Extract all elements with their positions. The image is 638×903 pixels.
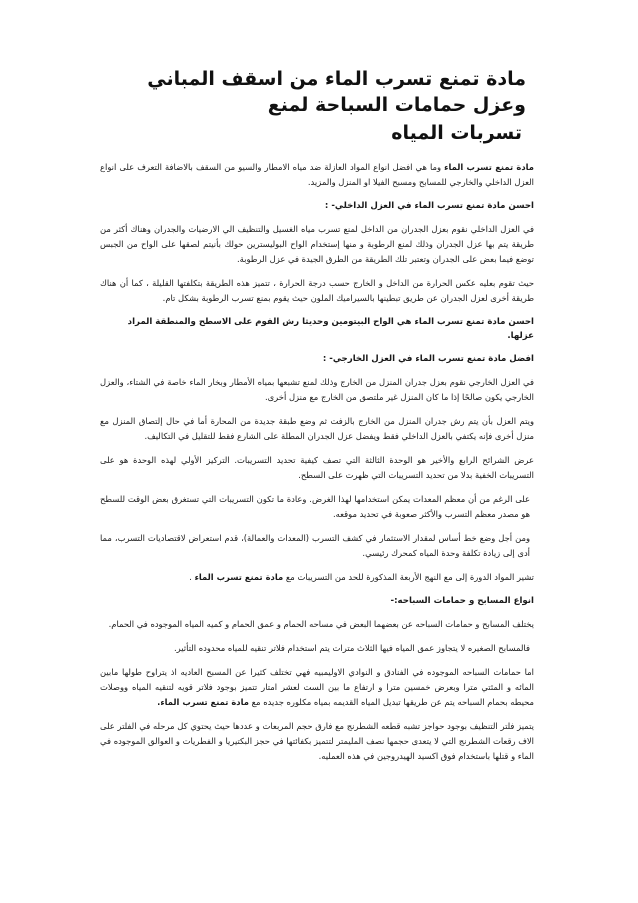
paragraph-baseline: ومن أجل وضع خط أساس لمقدار الاستثمار في كشف التسرب (المعدات والعمالة)، قدم استعراض لاقتصاديات التسرب، مما أدى إلى زيادة تكلفة وحدة المياه كمحرك رئيسي. xyxy=(100,533,530,558)
approaches-text: تشير المواد الدورة إلى مع النهج الأربعة المذكورة للحد من التسريبات مع xyxy=(283,572,534,582)
heading-external-insulation: افضل مادة تمنع تسرب الماء في العزل الخارجي- : xyxy=(322,354,534,364)
olympic-bold-phrase: مادة تمنع تسرب الماء. xyxy=(157,697,249,707)
paragraph-equipment: على الرغم من أن معظم المعدات يمكن استخدامها لهذا الغرض. وعادة ما تكون التسريبات التي تستغرق بعض الوقت للسطح هو مصدر معظم التسرب والأكثر صعوبة في تحديد موقعه. xyxy=(100,494,530,519)
approaches-end: . xyxy=(189,572,195,582)
paragraph-internal-2: حيث تقوم بعليه عكس الحرارة من الداخل و الخارج حسب درجة الحرارة ، تتميز هذه الطريقة بتكلفتها القليلة ، كما أن هناك طريقة أخرى لعزل الجدران عن طريق تبطينها بالسيراميك الملون حيث يقوم بمنع تسرب الرطوبة بشكل تام. xyxy=(100,278,534,303)
paragraph-external-1: في العزل الخارجي نقوم بعزل جدران المنزل من الخارج وذلك لمنع تشبعها بمياه الأمطار وبخار الماء خاصة في الشتاء، والعزل الخارجي يكون صالحًا إذا ما كان المنزل غير ملتصق من الخارج مع منزل أخرى. xyxy=(100,377,534,402)
document-title xyxy=(100,66,534,146)
paragraph-filter: يتميز فلتر التنظيف بوجود حواجز تشبه قطعه الشطرنج مع فارق حجم المربعات و عددها حيث يحتوي كل مرحله في الفلتر على الاف رقعات الشطرنج التي لا يتعدى حجمها نصف المليمتر لتتميز بكفائتها في حجز البكتيريا و الفطريات و العوالق الموجوده في الماء و قتلها باستخدام فوق اكسيد الهيدروجين في هذه العمليه. xyxy=(100,721,534,761)
heading-best-material: احسن مادة تمنع تسرب الماء هي الواح البيتومين وحديثا رش الفوم على الاسطح والمنطقة المراد عزلها. xyxy=(127,317,534,341)
paragraph-approaches xyxy=(100,570,534,585)
intro-text: وما هي افضل انواع المواد العازلة ضد مياه الامطار والسيو من السقف بالاضافة التعرف على انواع العزل الداخلي والخارجي للمسابح ومسبح الفيلا او المنزل والمزيد. xyxy=(100,162,534,187)
olympic-text: اما حمامات السباحه الموجوده في الفنادق و النوادي الاوليمبيه فهي تختلف كثيرا عن المسبح العاديه اذ يتراوح طولها مابين المائه و المئتي مترا وبعرض خمسين مترا و ارتفاع ما بين الست لعشر امتار تتميز بوجود فلاتر قويه لتنقيه المياه ووصلات محيطه بحمام السباحه يتم عن طريقها تبديل المياه القديمه بمياه مكلوره جديده مع xyxy=(100,667,534,707)
heading-pool-types: انواع المسابح و حمامات السباحه:- xyxy=(390,596,534,606)
intro-paragraph xyxy=(100,160,534,190)
paragraph-olympic-pools xyxy=(100,665,534,710)
paragraph-external-2: ويتم العزل بأن يتم رش جدران المنزل من الخارج بالزفت ثم وضع طبقة جديدة من المحارة أما في حال إلتصاق المنزل مع منزل أخرى فإنه يكتفي بالعزل الداخلي فقط ويفضل عزل الجدران المطلة على الشارع فقط للتقليل في التكاليف. xyxy=(100,416,534,441)
title-line-1: مادة تمنع تسرب الماء من اسقف المباني وعزل حمامات السباحة لمنع xyxy=(147,68,526,116)
paragraph-pools-differ: يختلف المسابح و حمامات السباحه عن بعضهما البعض في مساحه الحمام و عمق الحمام و كميه المياه الموجوده في الحمام. xyxy=(108,619,534,629)
paragraph-internal-1: في العزل الداخلي نقوم بعزل الجدران من الداخل لمنع تسرب مياه الغسيل والتنظيف الي الارضيات والجدران وهناك أكثر من طريقة يتم بها عزل الجدران وذلك لمنع الرطوبة و منها إستخدام الواح البوليسترين حولك بأنيتم لصقها على الواح من الجبس توضع فيما بعض على الجدران وتعتبر تلك الطريقة من الطرق الجيدة في عزل الرطوبة. xyxy=(100,224,534,264)
heading-internal-insulation: احسن مادة تمنع تسرب الماء في العزل الداخلي- : xyxy=(324,201,534,211)
title-line-2: تسربات المياه xyxy=(391,122,522,144)
paragraph-small-pools: فالمسابح الصغيره لا يتجاوز عمق المياه فيها الثلاث مترات يتم استخدام فلاتر تنقيه للمياه محدوده التأثير. xyxy=(174,643,530,653)
approaches-bold-phrase: مادة تمنع تسرب الماء xyxy=(194,572,284,582)
intro-bold-phrase: مادة تمنع تسرب الماء xyxy=(444,162,534,172)
paragraph-slides: عرض الشرائح الرابع والأخير هو الوحدة الثالثة التي تصف كيفية تحديد التسريبات. التركيز الأولي لهذه الوحدة هو على التسريبات الخفية بدلا من تحديد التسريبات التي ظهرت على السطح. xyxy=(100,455,534,480)
